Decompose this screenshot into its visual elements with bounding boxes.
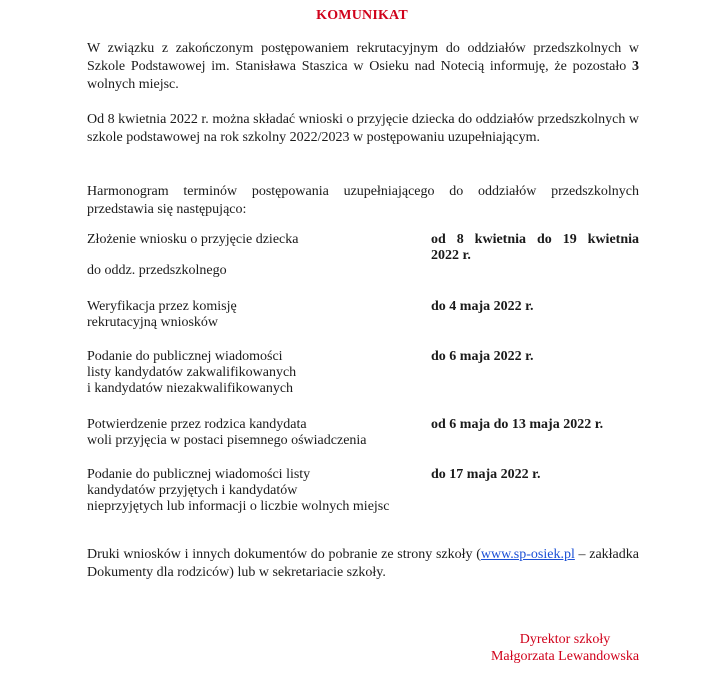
schedule-date-line: do 17 maja 2022 r. <box>431 467 541 482</box>
schedule-line: do oddz. przedszkolnego <box>87 263 227 278</box>
schedule-date-line: od 6 maja do 13 maja 2022 r. <box>431 417 604 432</box>
signature-role: Dyrektor szkoły <box>519 632 611 647</box>
schedule-date-line: 2022 r. <box>431 248 471 263</box>
schedule-line: Weryfikacja przez komisję <box>87 299 237 314</box>
school-website-link[interactable]: www.sp-osiek.pl <box>480 547 575 562</box>
application-paragraph: Od 8 kwietnia 2022 r. można składać wnioski o przyjęcie dziecka do oddziałów przedszkolnych w szkole podstawowej na rok szkolny 2022/2023 w postępowaniu uzupełniającym. <box>87 112 639 145</box>
schedule-line: rekrutacyjną wniosków <box>87 315 219 330</box>
schedule-line: Podanie do publicznej wiadomości <box>87 349 283 364</box>
free-places-count: 3 <box>632 59 639 74</box>
schedule-line: i kandydatów niezakwalifikowanych <box>87 381 294 396</box>
schedule-item-2-description <box>87 299 417 331</box>
documents-text: Druki wniosków i innych dokumentów do pobranie ze strony szkoły ( <box>87 547 481 562</box>
schedule-item-5-date <box>431 467 639 483</box>
schedule-line: woli przyjęcia w postaci pisemnego oświadczenia <box>87 433 367 448</box>
schedule-item-5-description <box>87 467 417 515</box>
schedule-item-1-description <box>87 232 417 279</box>
intro-text: W związku z zakończonym postępowaniem rekrutacyjnym do oddziałów przedszkolnych w Szkole Podstawowej im. Stanisława Staszica w Osieku nad Notecią informuję, że pozostało <box>87 41 639 74</box>
schedule-item-4-description <box>87 417 417 449</box>
schedule-line-gap <box>87 248 417 263</box>
schedule-item-4-date <box>431 417 639 433</box>
schedule-line: nieprzyjętych lub informacji o liczbie wolnych miejsc <box>87 499 390 514</box>
intro-paragraph <box>87 40 639 94</box>
schedule-line: Podanie do publicznej wiadomości listy <box>87 467 311 482</box>
documents-text-end: – zakładka Dokumenty dla rodziców) lub w sekretariacie szkoły. <box>87 547 639 580</box>
schedule-item-3-date <box>431 349 639 365</box>
schedule-date-line: do 6 maja 2022 r. <box>431 349 534 364</box>
schedule-line: Złożenie wniosku o przyjęcie dziecka <box>87 232 299 247</box>
schedule-item-3-description <box>87 349 417 397</box>
document-title: KOMUNIKAT <box>316 8 408 23</box>
schedule-date-line: od 8 kwietnia do 19 kwietnia <box>431 232 639 247</box>
schedule-line: Potwierdzenie przez rodzica kandydata <box>87 417 307 432</box>
signature-name: Małgorzata Lewandowska <box>490 649 640 664</box>
schedule-date-line: do 4 maja 2022 r. <box>431 299 534 314</box>
schedule-item-2-date <box>431 299 639 315</box>
documents-paragraph <box>87 546 639 582</box>
schedule-item-1-date <box>431 232 639 264</box>
intro-text-end: wolnych miejsc. <box>87 77 179 92</box>
schedule-line: kandydatów przyjętych i kandydatów <box>87 483 298 498</box>
schedule-intro-paragraph: Harmonogram terminów postępowania uzupełniającego do oddziałów przedszkolnych przedstawia się następująco: <box>87 184 639 217</box>
schedule-line: listy kandydatów zakwalifikowanych <box>87 365 297 380</box>
